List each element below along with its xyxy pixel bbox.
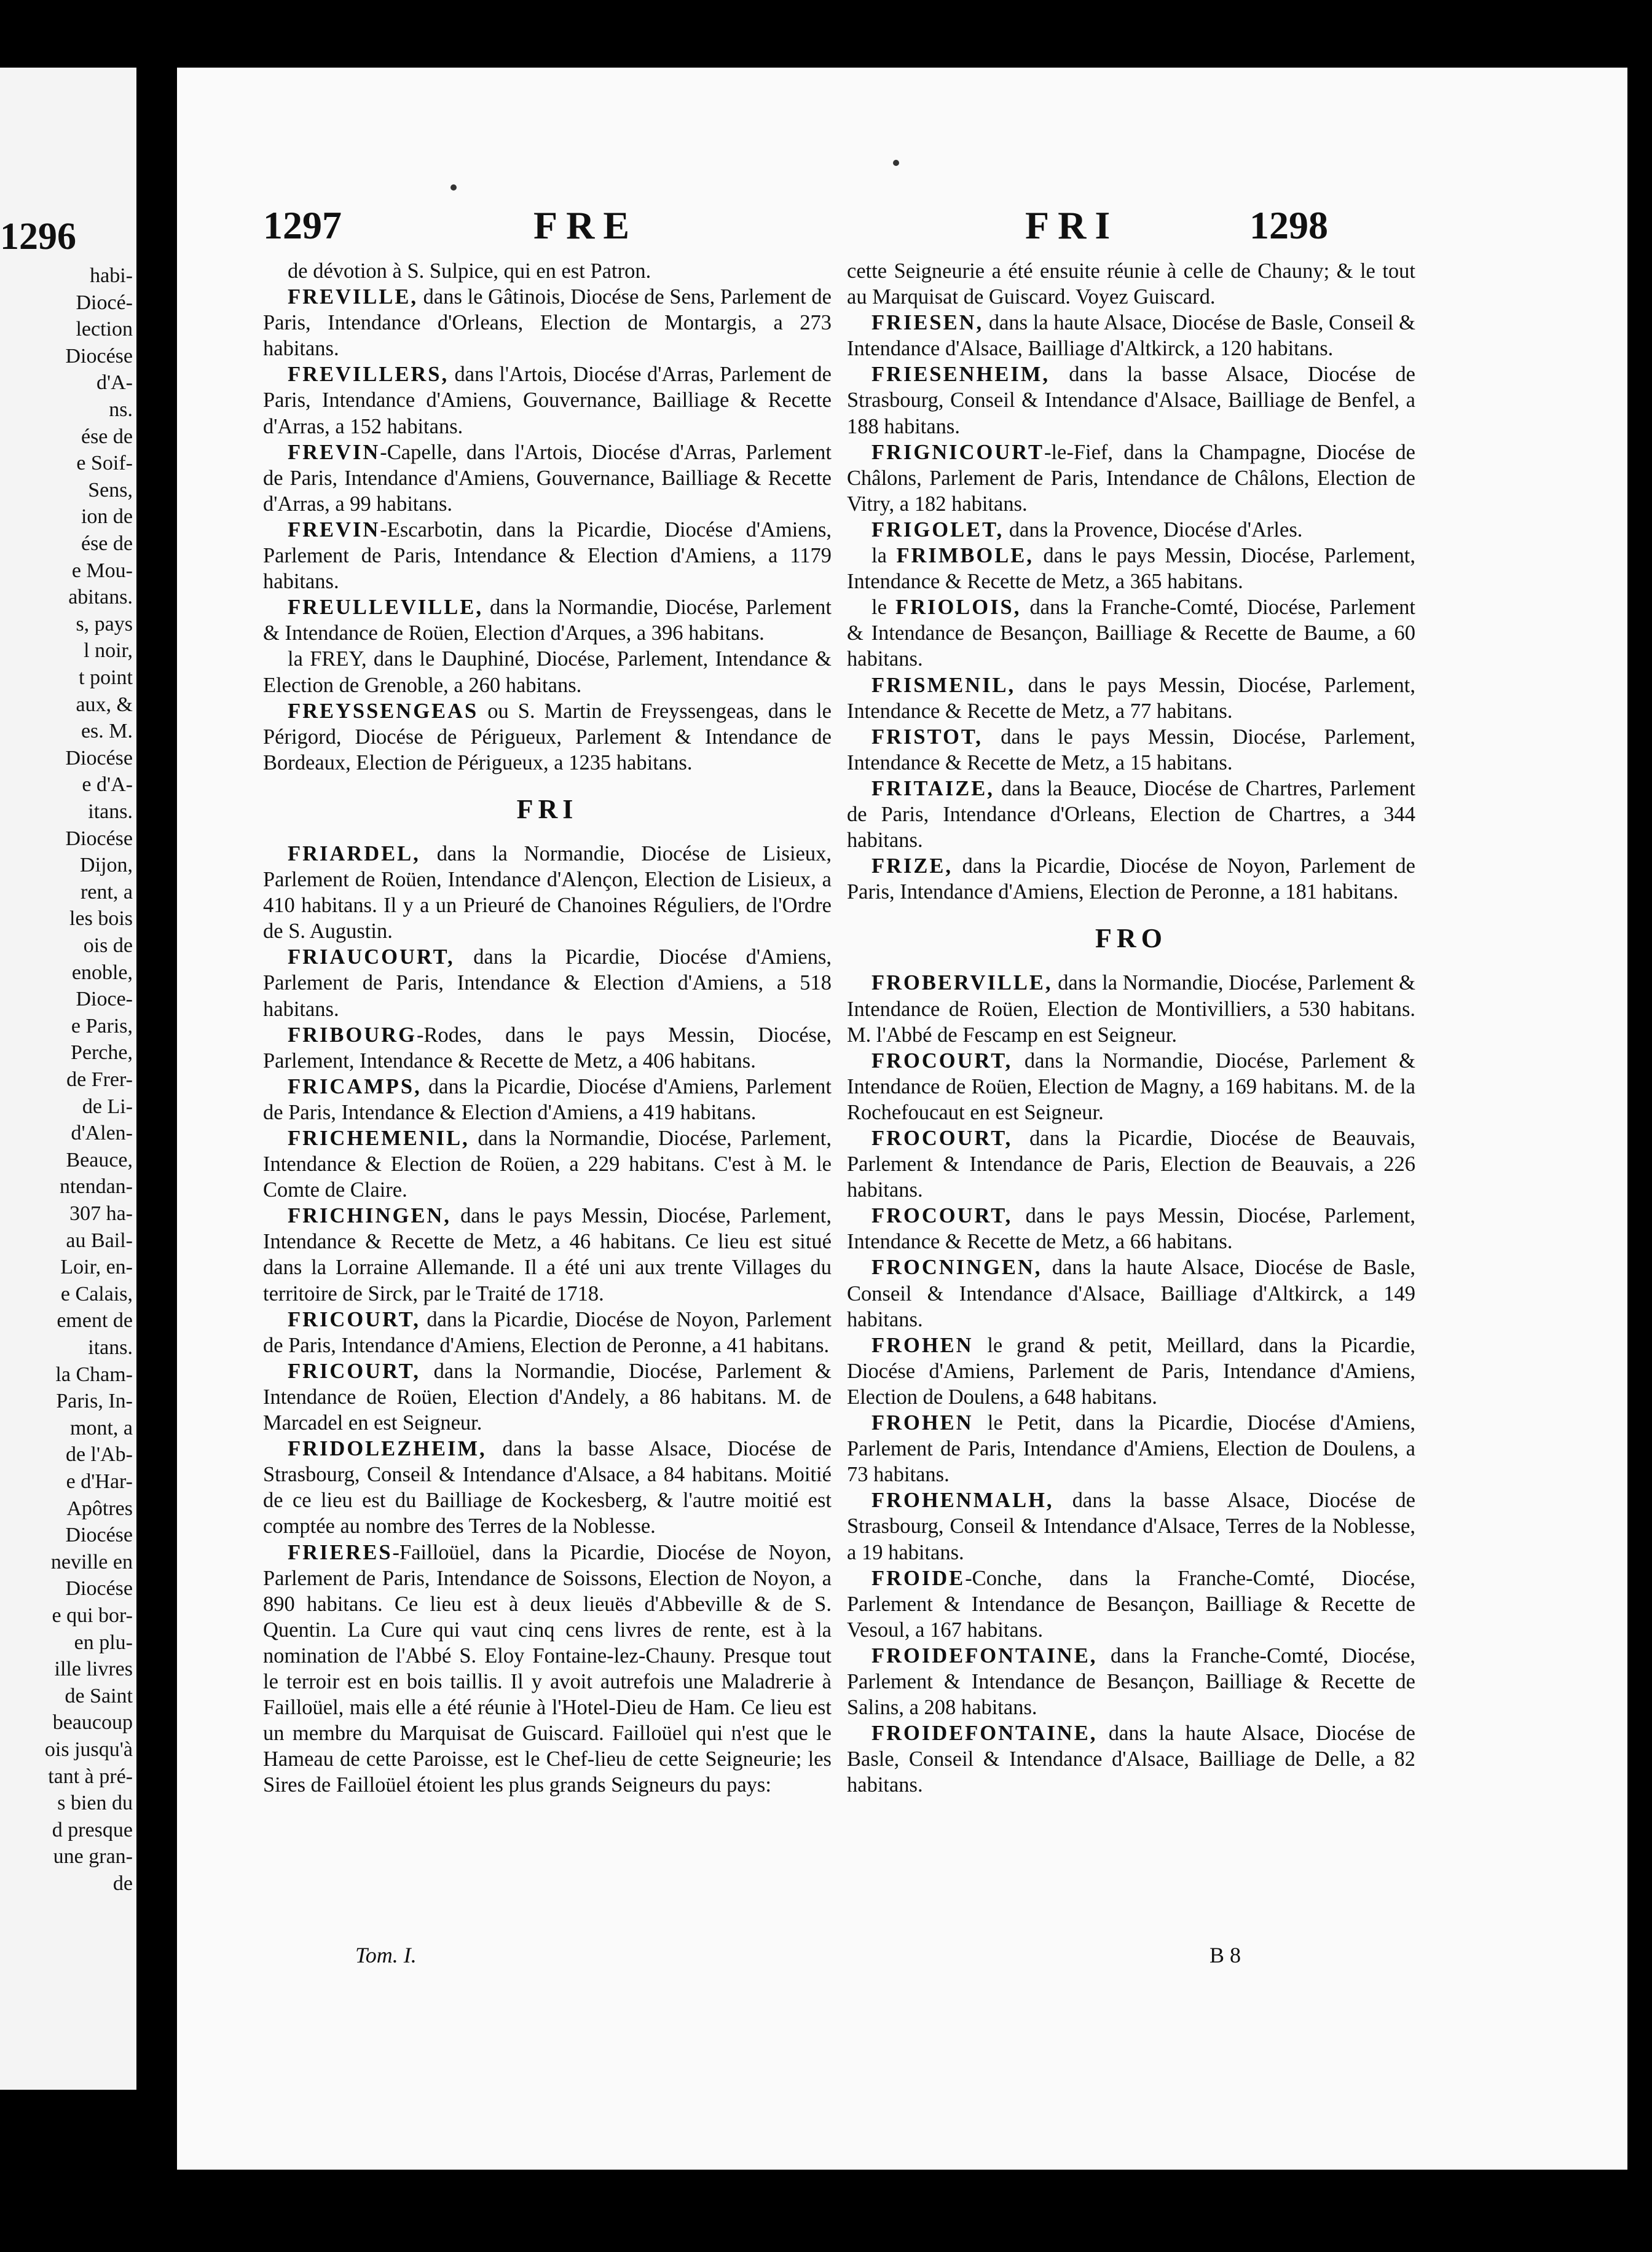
fragment-line: la Cham- [55,1363,133,1386]
dictionary-entry [847,1203,1415,1254]
dictionary-entry [847,258,1415,310]
dictionary-entry [263,944,832,1022]
fragment-line: l noir, [84,639,133,663]
dictionary-entry [263,1203,832,1306]
fragment-line: ois jusqu'à [44,1738,133,1761]
fragment-line: itans. [88,1336,133,1359]
dictionary-entry [263,646,832,698]
running-title-right: FRI [1025,203,1119,247]
section-heading: FRO [1095,923,1167,954]
entry-headword: FROCOURT, [871,1127,1013,1150]
fragment-line: ois de [83,934,133,957]
dictionary-entry [263,284,832,361]
entry-text: ou S. Martin de Freyssengeas, dans le Périgord, Diocése de Périgueux, Parlement & Intendance de Bordeaux, Election de Périgueux, a 1235 habitans. [263,699,832,774]
entry-text: dans la Picardie, Diocése d'Amiens, Parlement de Paris, Intendance & Election d'Amiens, a 518 habitans. [263,945,832,1021]
entry-text: dans la Picardie, Diocése de Noyon, Parlement de Paris, Intendance d'Amiens, Election de Peronne, a 181 habitans. [847,854,1415,904]
dictionary-entry [847,594,1415,672]
page-number-left: 1297 [263,203,342,247]
dictionary-entry [847,1720,1415,1798]
entry-headword: FROHENMALH, [871,1489,1054,1513]
entry-headword: FROHEN [871,1411,974,1435]
fragment-line: d'A- [96,371,133,395]
fragment-line: es. M. [81,720,133,743]
entry-headword: FREYSSENGEAS [288,699,479,723]
dictionary-entry [847,439,1415,517]
entry-text: le Petit, dans la Picardie, Diocése d'Amiens, Parlement de Paris, Intendance d'Amiens, Election de Doulens, a 73 habitans. [847,1411,1415,1487]
entry-headword: FRICAMPS, [288,1074,422,1098]
ink-speck [450,184,457,191]
fragment-line: Diocé- [76,291,133,314]
fragment-line: abitans. [68,586,133,609]
fragment-line: de Li- [82,1095,133,1118]
entry-headword: FREVIN [288,518,380,541]
dictionary-entry [263,1436,832,1539]
dictionary-entry [263,361,832,439]
text-column-right [847,258,1415,1798]
fragment-line: une gran- [53,1845,133,1868]
fragment-line: d presque [52,1818,133,1841]
entry-text: dans la haute Alsace, Diocése de Basle, Conseil & Intendance d'Alsace, Bailliage d'Altkirck, a 120 habitans. [847,311,1415,361]
entry-headword: FRIERES [288,1540,393,1564]
fragment-line: ement de [57,1309,133,1333]
dictionary-entry [847,1048,1415,1125]
dictionary-entry [263,1358,832,1436]
entry-text: -Conche, dans la Franche-Comté, Diocése, Parlement & Intendance de Besançon, Bailliage & Recette de Vesoul, a 167 habitans. [847,1566,1415,1642]
dictionary-entry [263,594,832,646]
fragment-line: s, pays [76,612,133,636]
dictionary-entry [263,258,832,284]
entry-text: -le-Fief, dans la Champagne, Diocése de Châlons, Parlement de Paris, Intendance de Châlons, Election de Vitry, a 182 habitans. [847,440,1415,516]
dictionary-entry [847,724,1415,776]
fragment-line: Diocése [65,344,133,368]
entry-headword: FRISTOT, [871,725,983,749]
entry-headword: FREVILLE, [288,285,418,309]
fragment-line: Loir, en- [60,1256,133,1279]
entry-text: dans la Normandie, Diocése, Parlement, Intendance & Election de Roüen, a 229 habitans. C'est à M. le Comte de Claire. [263,1127,832,1202]
fragment-line: ns. [109,398,133,421]
fragment-line: au Bail- [66,1229,133,1252]
fragment-line: Diocése [65,827,133,850]
entry-text: dans la basse Alsace, Diocése de Strasbourg, Conseil & Intendance d'Alsace, Bailliage de Benfel, a 188 habitans. [847,363,1415,438]
entry-headword: FRIGNICOURT [871,440,1044,464]
entry-headword: FRIMBOLE, [896,544,1034,568]
entry-text: dans la Franche-Comté, Diocése, Parlement & Intendance de Besançon, Bailliage & Recette de Salins, a 208 habitans. [847,1644,1415,1720]
entry-text: dans la Picardie, Diocése de Noyon, Parlement de Paris, Intendance d'Amiens, Election de Peronne, a 41 habitans. [263,1307,832,1357]
entry-text: -Rodes, dans le pays Messin, Diocése, Parlement, Intendance & Recette de Metz, a 406 habitans. [263,1023,832,1073]
entry-text: cette Seigneurie a été ensuite réunie à celle de Chauny; & le tout au Marquisat de Guiscard. Voyez Guiscard. [847,259,1415,309]
fragment-line: itans. [88,800,133,823]
dictionary-entry [847,1487,1415,1565]
entry-headword: FRISMENIL, [871,673,1016,697]
entry-headword: FREVILLERS, [288,363,449,387]
entry-text: dans l'Artois, Diocése d'Arras, Parlement de Paris, Intendance d'Amiens, Gouvernance, Bailliage & Recette d'Arras, a 152 habitans. [263,363,832,438]
entry-text: dans la haute Alsace, Diocése de Basle, Conseil & Intendance d'Alsace, Bailliage de Delle, a 82 habitans. [847,1722,1415,1797]
fragment-line: les bois [69,907,133,931]
entry-text: dans la Picardie, Diocése de Beauvais, Parlement & Intendance de Paris, Election de Beauvais, a 226 habitans. [847,1127,1415,1202]
dictionary-entry [847,1565,1415,1643]
fragment-line: lection [76,318,133,341]
dictionary-entry [847,1333,1415,1410]
dictionary-entry [847,361,1415,439]
entry-text: -Escarbotin, dans la Picardie, Diocése d'Amiens, Parlement de Paris, Intendance & Election d'Amiens, a 1179 habitans. [263,518,832,594]
entry-headword: FRICHINGEN, [288,1204,451,1228]
fragment-line: Apôtres [66,1497,133,1520]
entry-text: de dévotion à S. Sulpice, qui en est Patron. [288,259,651,283]
entry-headword: FROCOURT, [871,1204,1013,1228]
entry-headword: FROCNINGEN, [871,1256,1042,1280]
dictionary-entry [847,853,1415,905]
dictionary-entry [847,776,1415,853]
dictionary-entry [847,310,1415,361]
fragment-line: neville en [50,1550,133,1573]
dictionary-entry [263,439,832,517]
fragment-line: e Paris, [71,1014,133,1037]
entry-text: le grand & petit, Meillard, dans la Picardie, Diocése d'Amiens, Parlement de Paris, Intendance d'Amiens, Election de Doulens, a 648 habitans. [847,1333,1415,1409]
fragment-line: d'Alen- [71,1122,133,1145]
fragment-line: rent, a [81,880,133,904]
fragment-line: s bien du [57,1792,133,1815]
fragment-line: habi- [90,264,133,287]
fragment-line: Sens, [88,478,133,502]
entry-text: dans la basse Alsace, Diocése de Strasbourg, Conseil & Intendance d'Alsace, a 84 habitans. Moitié de ce lieu est du Bailliage de Kockesberg, & l'autre moitié est comptée au nombre des Terres de la Noblesse. [263,1437,832,1538]
entry-headword: FRIAUCOURT, [288,945,455,969]
fragment-line: 307 ha- [69,1202,133,1225]
dictionary-entry [263,1125,832,1203]
fragment-line: Diocése [65,746,133,770]
entry-headword: FROBERVILLE, [871,971,1053,995]
fragment-line: de Frer- [66,1068,133,1091]
fragment-line: aux, & [76,693,133,716]
fragment-line: Paris, In- [56,1390,133,1413]
entry-text: dans la Normandie, Diocése de Lisieux, Parlement de Roüen, Intendance d'Alençon, Election de Lisieux, a 410 habitans. Il y a un Prieuré de Chanoines Réguliers, de l'Ordre de S. Augustin. [263,841,832,943]
entry-prefix: la [871,544,897,568]
entry-headword: FREVIN [288,440,380,464]
entry-text: -Capelle, dans l'Artois, Diocése d'Arras, Parlement de Paris, Intendance d'Amiens, Gouvernance, Bailliage & Recette d'Arras, a 99 habitans. [263,440,832,516]
entry-text: dans le pays Messin, Diocése, Parlement, Intendance & Recette de Metz, a 66 habitans. [847,1204,1415,1254]
fragment-line: Dijon, [80,854,133,877]
entry-headword: FRICHEMENIL, [288,1127,470,1150]
entry-headword: FROIDEFONTAINE, [871,1722,1098,1746]
running-title-left: FRE [533,203,638,247]
entry-headword: FRICOURT, [288,1307,420,1331]
entry-text: dans le Gâtinois, Diocése de Sens, Parlement de Paris, Intendance d'Orleans, Election de Montargis, a 273 habitans. [263,285,832,361]
dictionary-entry [847,517,1415,543]
dictionary-entry [263,1074,832,1125]
entry-headword: FRIGOLET, [871,518,1004,541]
fragment-line: Diocése [65,1524,133,1547]
fragment-line: e Soif- [76,452,133,475]
entry-headword: FROIDEFONTAINE, [871,1644,1098,1667]
fragment-line: de [112,1872,133,1895]
fragment-line: e Calais, [60,1282,133,1305]
dictionary-entry [847,970,1415,1047]
entry-prefix: le [871,596,896,620]
entry-text: dans le pays Messin, Diocése, Parlement, Intendance & Recette de Metz, a 46 habitans. Ce lieu est situé dans la Lorraine Allemande. Il a été uni aux trente Villages du territoire de Sirck, par le Traité de 1718. [263,1204,832,1305]
dictionary-entry [263,517,832,594]
dictionary-page [177,68,1627,2170]
entry-text: dans la Normandie, Diocése, Parlement & Intendance de Roüen, Election de Magny, a 169 habitans. M. de la Rochefoucaut en est Seigneur. [847,1049,1415,1124]
dictionary-entry [263,1022,832,1074]
fragment-line: Diocése [65,1577,133,1600]
dictionary-entry [847,1410,1415,1487]
dictionary-entry [263,1540,832,1798]
fragment-line: mont, a [70,1416,133,1439]
entry-headword: FRIDOLEZHEIM, [288,1437,487,1461]
entry-headword: FREULLEVILLE, [288,596,483,620]
entry-text: dans le pays Messin, Diocése, Parlement, Intendance & Recette de Metz, a 77 habitans. [847,673,1415,723]
entry-text: -Failloüel, dans la Picardie, Diocése de Noyon, Parlement de Paris, Intendance de Soissons, Election de Noyon, a 890 habitans. Ce lieu est à deux lieuës d'Abbeville & de S. Quentin. La Cure qui vaut cinq cens livres de rente, est à la nomination de l'Abbé S. Eloy Fontaine-lez-Chauny. Presque tout le terroir est en bois taillis. Il y avoit autrefois une Maladrerie à Failloüel, mais elle a été réunie à l'Hotel-Dieu de Ham. Ce lieu est un membre du Marquisat de Guiscard. Failloüel qui n'est que le Hameau de cette Paroisse, est le Chef-lieu de cette Seigneurie; les Sires de Failloüel étoient les plus grands Seigneurs du pays: [263,1540,832,1797]
entry-headword: FRIBOURG [288,1023,417,1047]
entry-text: dans la basse Alsace, Diocése de Strasbourg, Conseil & Intendance d'Alsace, Terres de la Noblesse, a 19 habitans. [847,1489,1415,1564]
entry-text: dans la Provence, Diocése d'Arles. [1004,518,1303,541]
dictionary-entry [847,672,1415,724]
page-header [263,203,1406,252]
entry-text: dans la haute Alsace, Diocése de Basle, Conseil & Intendance d'Alsace, Bailliage d'Altkirck, a 149 habitans. [847,1256,1415,1331]
dictionary-entry [847,543,1415,594]
fragment-line: ille livres [54,1658,133,1681]
dictionary-entry [847,1254,1415,1332]
signature-mark: B 8 [1210,1943,1241,1967]
fragment-line: de l'Ab- [65,1443,133,1467]
fragment-line: ése de [81,425,133,448]
dictionary-entry [263,1307,832,1358]
fragment-line: Dioce- [76,988,133,1011]
entry-headword: FRIESEN, [871,311,984,335]
fragment-line: e qui bor- [52,1604,133,1627]
dictionary-entry [263,698,832,776]
fragment-line: e Mou- [71,559,133,582]
entry-headword: FRIOLOIS, [895,596,1021,620]
entry-headword: FRITAIZE, [871,776,994,800]
entry-text: la FREY, dans le Dauphiné, Diocése, Parlement, Intendance & Election de Grenoble, a 260 habitans. [263,647,832,697]
previous-page-number: 1296 [0,216,76,258]
fragment-line: e d'Har- [66,1470,133,1493]
entry-headword: FRIARDEL, [288,841,420,865]
fragment-line: de Saint [65,1684,133,1707]
entry-text: dans le pays Messin, Diocése, Parlement, Intendance & Recette de Metz, a 15 habitans. [847,725,1415,774]
entry-headword: FROCOURT, [871,1049,1013,1073]
entry-text: dans la Normandie, Diocése, Parlement & Intendance de Roüen, Election de Montivilliers, a 530 habitans. M. l'Abbé de Fescamp en est Seigneur. [847,971,1415,1047]
entry-headword: FRIESENHEIM, [871,363,1050,387]
entry-text: dans la Normandie, Diocése, Parlement & Intendance de Roüen, Election d'Arques, a 396 habitans. [263,596,832,645]
fragment-line: beaucoup [52,1711,133,1734]
fragment-line: ion de [81,505,133,529]
fragment-line: en plu- [74,1631,133,1654]
entry-text: dans le pays Messin, Diocése, Parlement, Intendance & Recette de Metz, a 365 habitans. [847,544,1415,594]
entry-headword: FROIDE [871,1566,966,1590]
fragment-line: Beauce, [66,1148,133,1171]
fragment-line: t point [79,666,133,689]
entry-text: dans la Picardie, Diocése d'Amiens, Parlement de Paris, Intendance & Election d'Amiens, a 419 habitans. [263,1074,832,1124]
fragment-line: e d'A- [82,773,133,797]
fragment-line: enoble, [71,961,133,984]
entry-headword: FROHEN [871,1333,974,1357]
entry-headword: FRIZE, [871,854,953,878]
section-heading: FRI [516,793,578,824]
fragment-line: tant à pré- [48,1765,133,1788]
entry-text: dans la Beauce, Diocése de Chartres, Parlement de Paris, Intendance d'Orleans, Election de Chartres, a 344 habitans. [847,776,1415,852]
page-number-right: 1298 [1249,203,1328,247]
entry-text: dans la Franche-Comté, Diocése, Parlement & Intendance de Besançon, Bailliage & Recette de Baume, a 60 habitans. [847,596,1415,671]
dictionary-entry [847,1643,1415,1720]
dictionary-entry [263,841,832,944]
ink-speck [893,160,899,166]
fragment-line: ntendan- [60,1175,133,1199]
entry-headword: FRICOURT, [288,1359,420,1383]
entry-text: dans la Normandie, Diocése, Parlement & Intendance de Roüen, Election d'Andely, a 86 habitans. M. de Marcadel en est Seigneur. [263,1359,832,1435]
dictionary-entry [847,1125,1415,1203]
previous-page-strip [0,68,136,2090]
fragment-line: ése de [81,532,133,555]
text-column-left [263,258,832,1798]
volume-mark: Tom. I. [355,1943,417,1967]
fragment-line: Perche, [70,1041,133,1065]
